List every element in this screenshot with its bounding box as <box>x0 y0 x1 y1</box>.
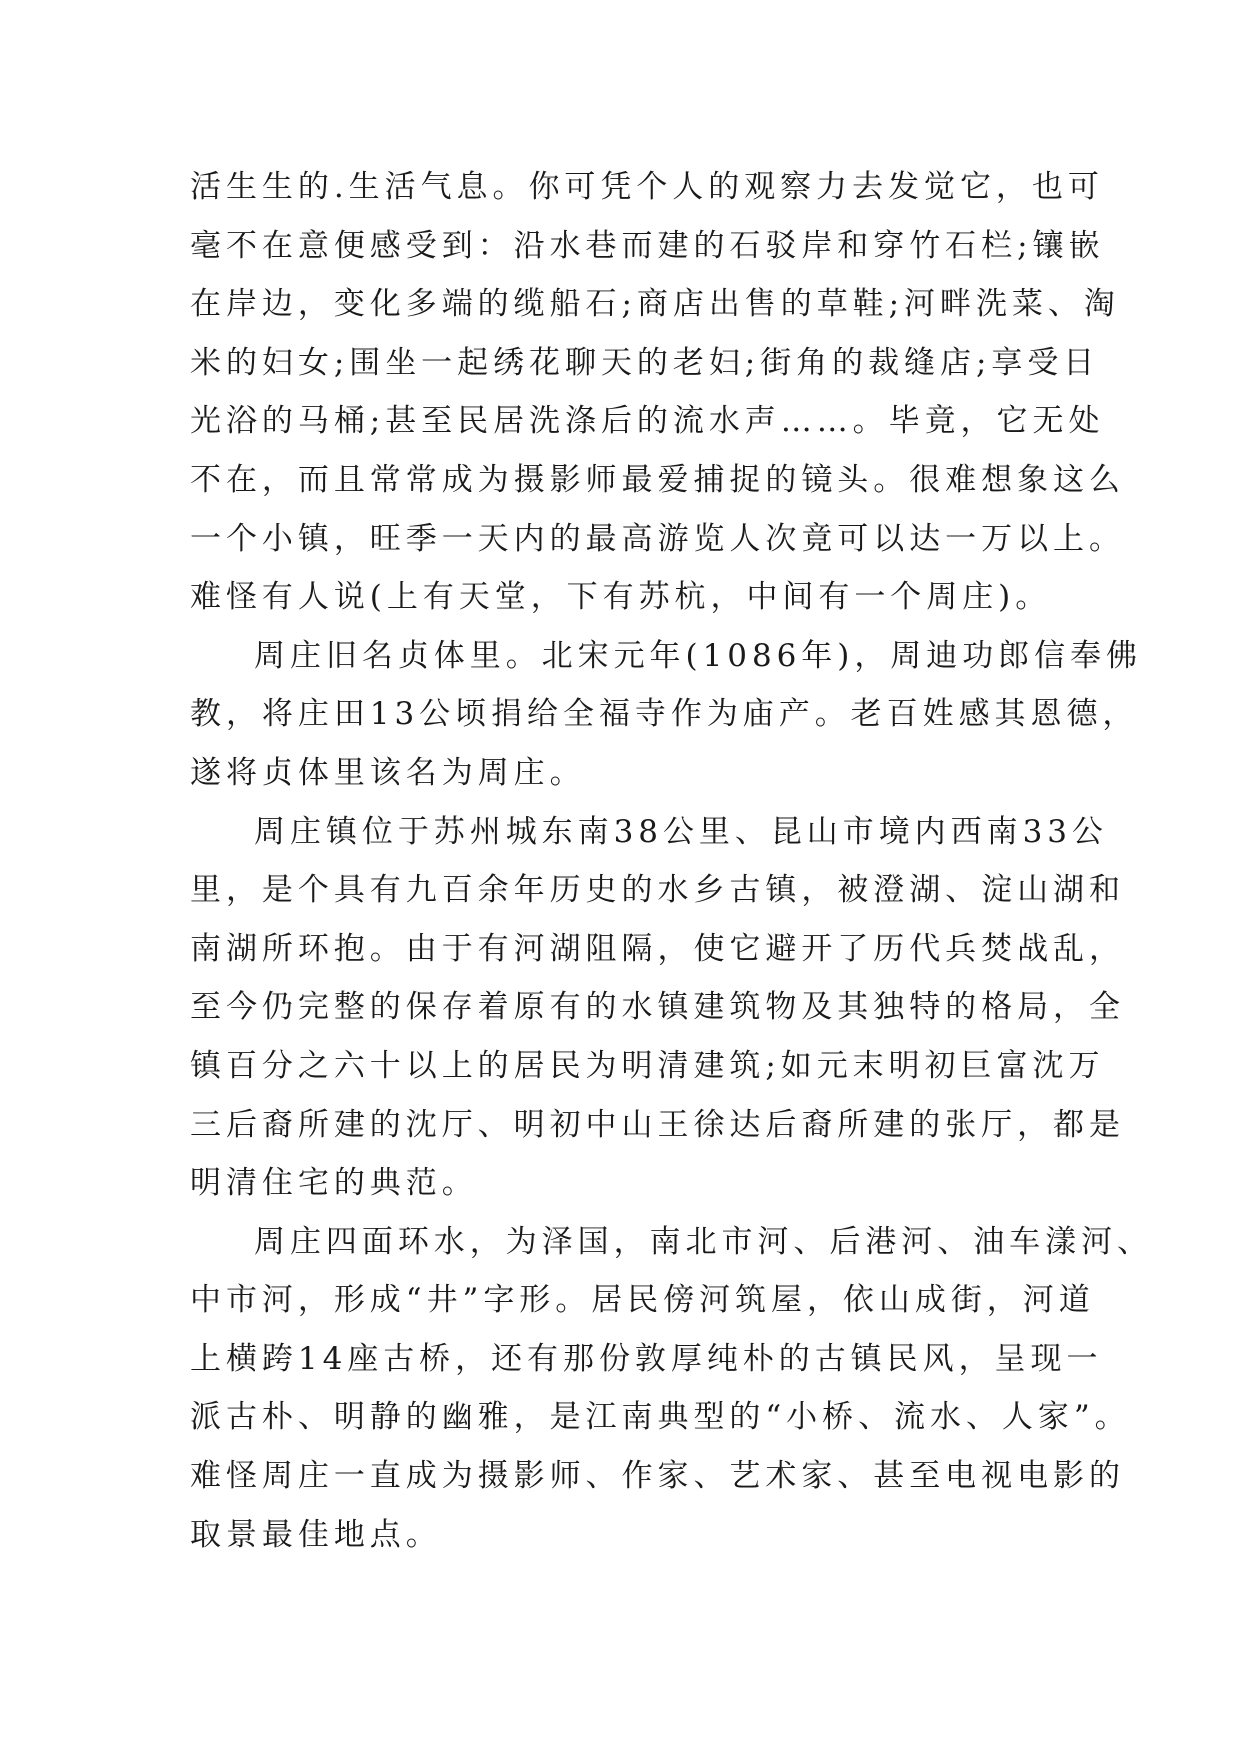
text-line: 南湖所环抱。由于有河湖阻隔，使它避开了历代兵焚战乱， <box>190 930 1125 967</box>
text-line: 至今仍完整的保存着原有的水镇建筑物及其独特的格局，全 <box>190 989 1125 1026</box>
text-line: 难怪有人说(上有天堂，下有苏杭，中间有一个周庄)。 <box>190 579 1052 616</box>
text-line: 教，将庄田13公顷捐给全福寺作为庙产。老百姓感其恩德， <box>190 696 1139 733</box>
text-line: 里，是个具有九百余年历史的水乡古镇，被澄湖、淀山湖和 <box>190 872 1125 909</box>
text-line: 上横跨14座古桥，还有那份敦厚纯朴的古镇民风，呈现一 <box>190 1340 1103 1377</box>
body-text <box>190 158 1153 1564</box>
text-line: 光浴的马桶;甚至民居洗涤后的流水声……。毕竟，它无处 <box>190 403 1105 440</box>
text-line: 中市河，形成“井”字形。居民傍河筑屋，依山成街，河道 <box>190 1282 1095 1319</box>
text-line: 米的妇女;围坐一起绣花聊天的老妇;街角的裁缝店;享受日 <box>190 344 1100 381</box>
text-line: 不在，而且常常成为摄影师最爱捕捉的镜头。很难想象这么 <box>190 461 1125 498</box>
text-line: 派古朴、明静的幽雅，是江南典型的“小桥、流水、人家”。 <box>190 1399 1131 1436</box>
text-line: 三后裔所建的沈厅、明初中山王徐达后裔所建的张厅，都是 <box>190 1106 1125 1143</box>
text-line: 明清住宅的典范。 <box>190 1165 478 1202</box>
text-line: 在岸边，变化多端的缆船石;商店出售的草鞋;河畔洗菜、淘 <box>190 286 1120 323</box>
text-line: 活生生的.生活气息。你可凭个人的观察力去发觉它，也可 <box>190 169 1104 205</box>
paragraph-first-line: 周庄四面环水，为泽国，南北市河、后港河、油车漾河、 <box>254 1223 1153 1260</box>
text-line: 遂将贞体里该名为周庄。 <box>190 754 586 791</box>
text-line: 难怪周庄一直成为摄影师、作家、艺术家、甚至电视电影的 <box>190 1458 1125 1495</box>
text-line: 毫不在意便感受到：沿水巷而建的石驳岸和穿竹石栏;镶嵌 <box>190 227 1105 264</box>
text-line: 镇百分之六十以上的居民为明清建筑;如元末明初巨富沈万 <box>190 1047 1105 1084</box>
text-line: 取景最佳地点。 <box>190 1516 442 1553</box>
paragraph-first-line: 周庄镇位于苏州城东南38公里、昆山市境内西南33公 <box>254 813 1108 850</box>
paragraph-first-line: 周庄旧名贞体里。北宋元年(1086年)，周迪功郎信奉佛 <box>254 637 1142 674</box>
text-line: 一个小镇，旺季一天内的最高游览人次竟可以达一万以上。 <box>190 520 1125 557</box>
